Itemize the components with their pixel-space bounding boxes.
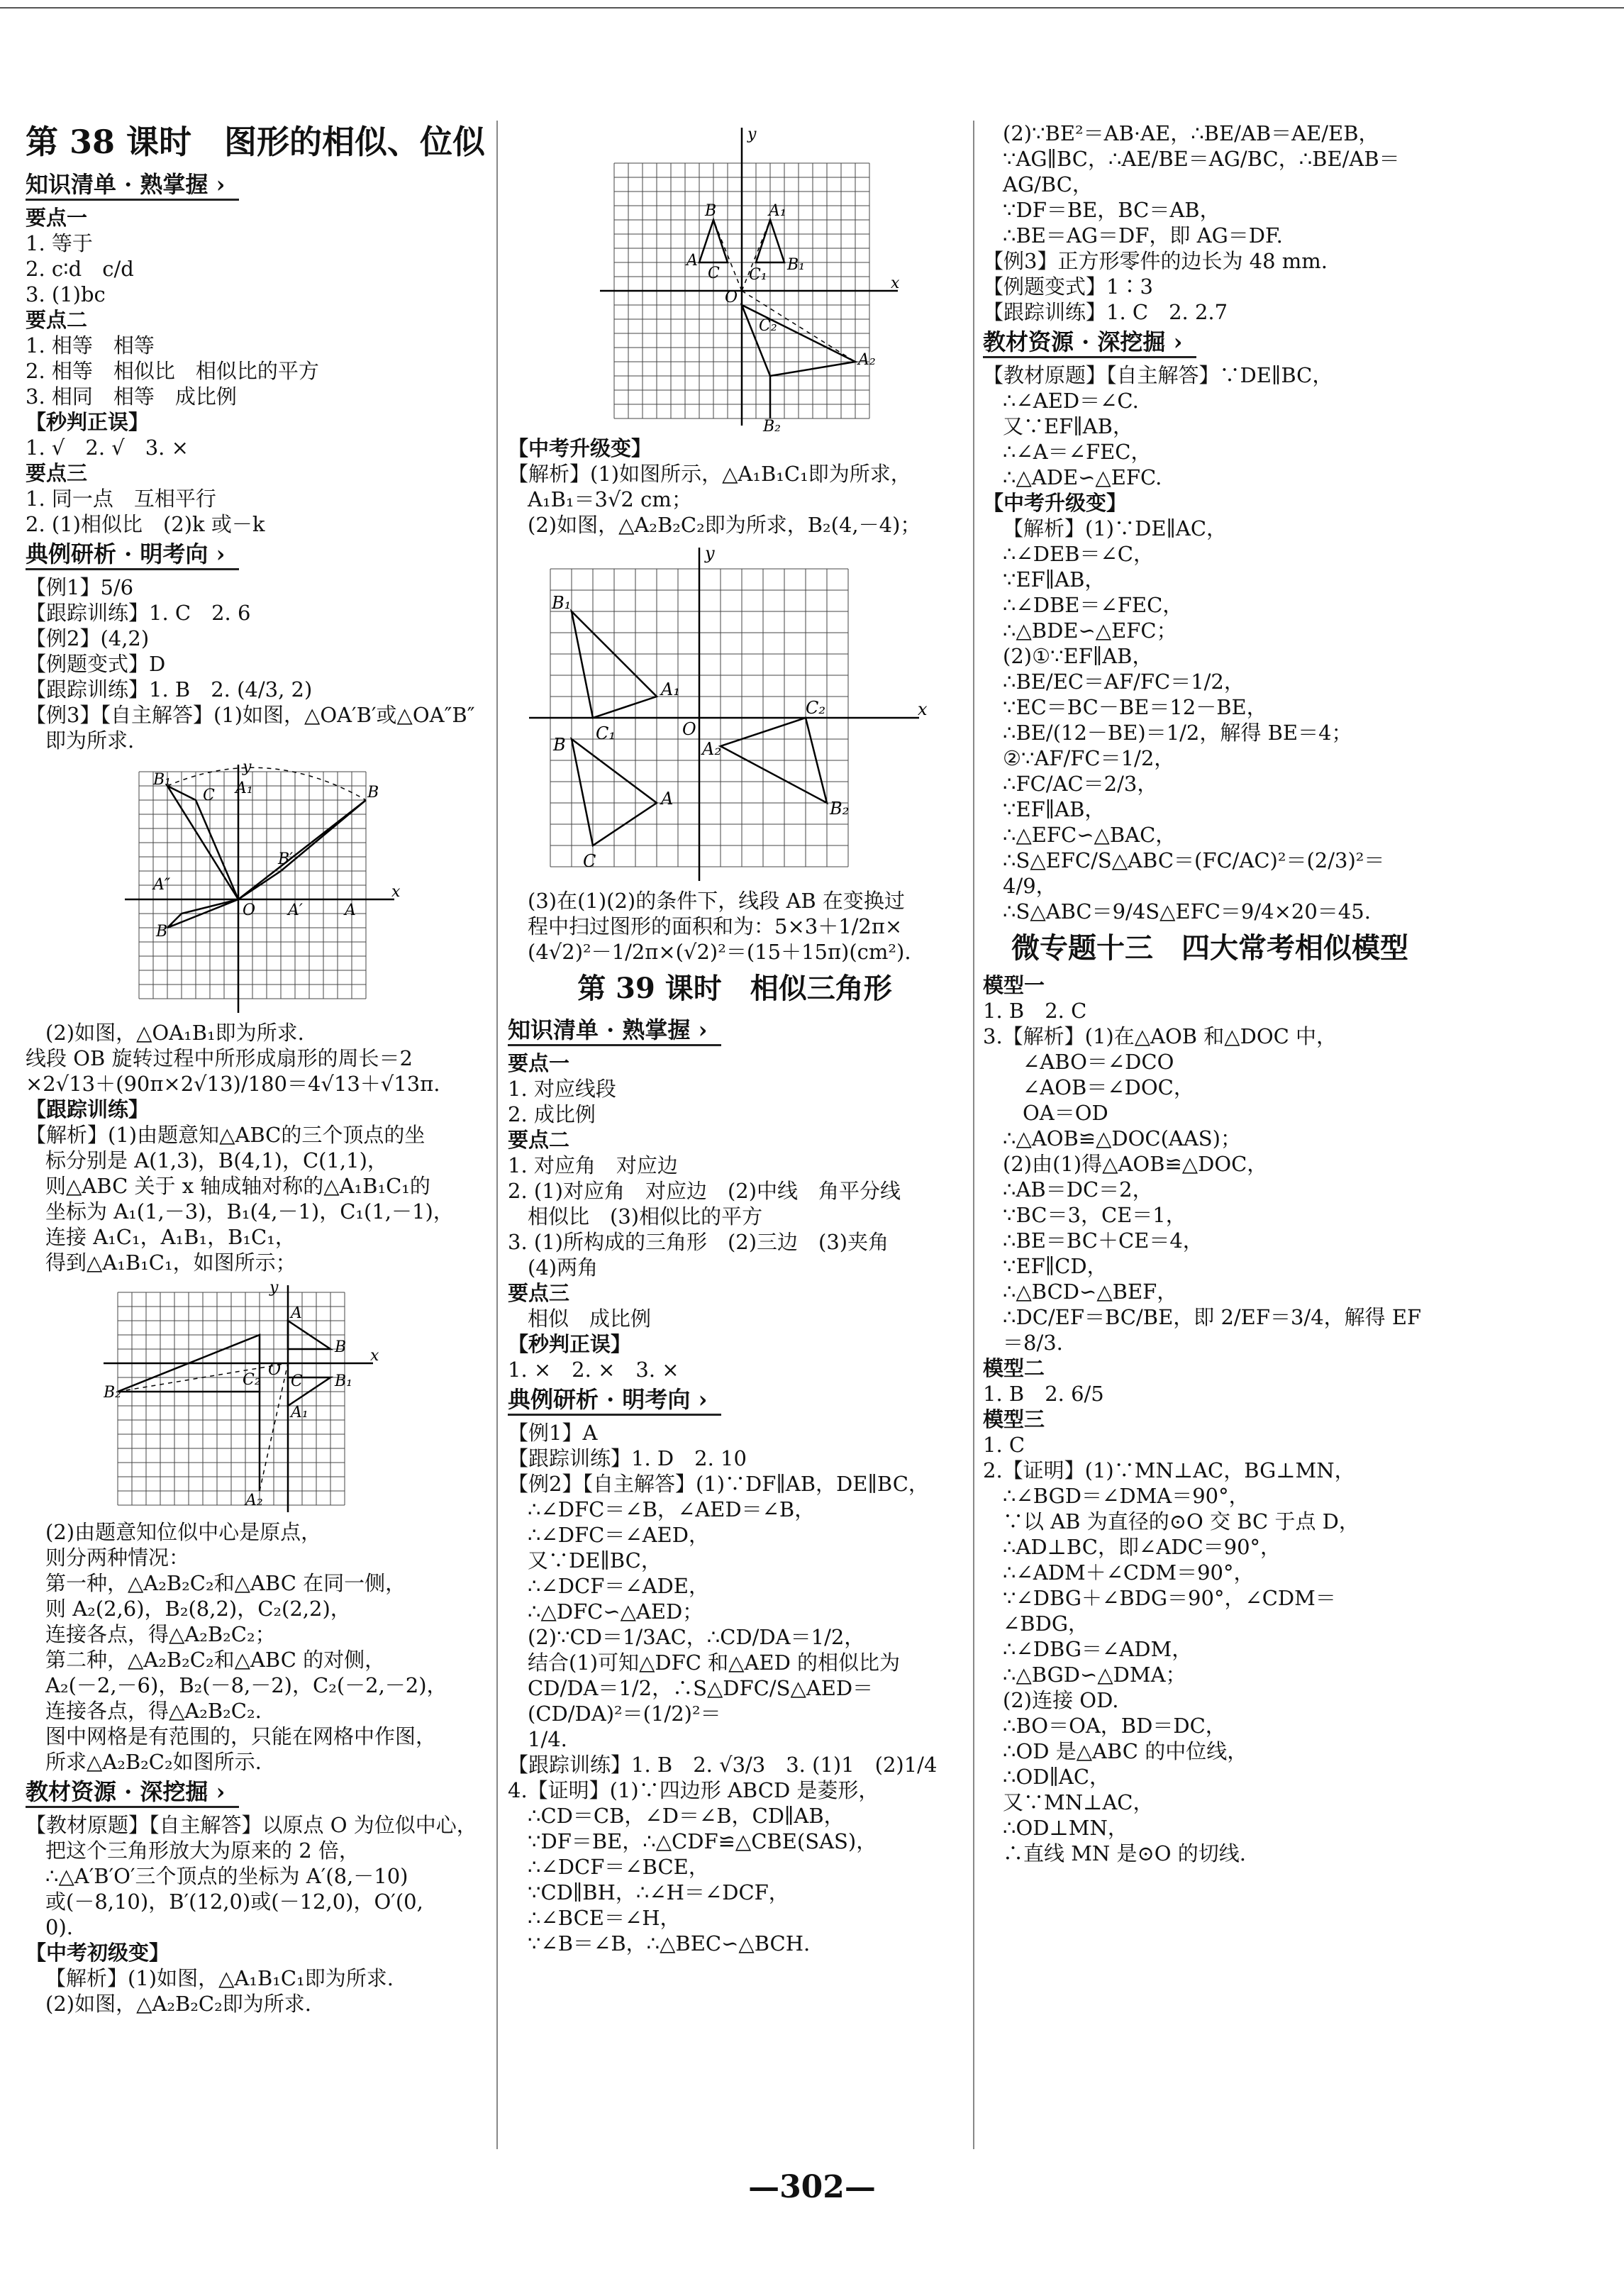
text-line: ∴△A′B′O′三个顶点的坐标为 A′(8,－10) <box>45 1864 408 1888</box>
text-line: ∴△EFC∽△BAC， <box>1003 823 1177 847</box>
text-line: 连接 A₁C₁，A₁B₁，B₁C₁， <box>45 1225 296 1249</box>
svg-text:x: x <box>891 274 900 292</box>
text-line: 1. √ 2. √ 3. × <box>26 436 189 460</box>
text-line: ∴∠DBG＝∠ADM， <box>1003 1637 1193 1661</box>
svg-text:B₂: B₂ <box>763 418 781 433</box>
text-line: (2)由(1)得△AOB≌△DOC， <box>1003 1152 1268 1176</box>
lesson-39-title: 第 39 课时 相似三角形 <box>577 972 892 1005</box>
text-line: ∵DF＝BE，BC＝AB， <box>1003 198 1220 222</box>
text-line: ∴BE＝AG＝DF，即 AG＝DF. <box>1003 223 1283 248</box>
text-block <box>508 1420 962 1956</box>
svg-text:B: B <box>335 1338 347 1356</box>
column-middle <box>508 121 962 1956</box>
text-line: 坐标为 A₁(1,－3)，B₁(4,－1)，C₁(1,－1)， <box>45 1199 454 1224</box>
svg-text:C: C <box>708 265 720 282</box>
grid-figure-example3 <box>111 758 408 1020</box>
text-line: 2. 成比例 <box>508 1102 596 1126</box>
text-line: ∴直线 MN 是⊙O 的切线. <box>1003 1841 1247 1865</box>
svg-text:B₁: B₁ <box>153 771 171 789</box>
svg-text:O: O <box>725 289 738 306</box>
svg-text:A₂: A₂ <box>702 739 721 759</box>
svg-text:B₁: B₁ <box>552 593 572 613</box>
text-line: 【跟踪训练】1. C 2. 2.7 <box>983 300 1228 324</box>
text-line: ∴△AOB≌△DOC(AAS)； <box>1003 1126 1241 1150</box>
text-line: ∴△BCD∽△BEF， <box>1003 1280 1178 1304</box>
section-textbook-39: 教材资源 · 深挖掘 › <box>983 328 1196 358</box>
text-line: 【例1】A <box>508 1421 598 1445</box>
svg-text:C₁: C₁ <box>596 723 616 743</box>
text-line: ∴AB＝DC＝2， <box>1003 1177 1153 1202</box>
svg-text:O: O <box>268 1361 282 1379</box>
text-line: 1. 等于 <box>26 231 93 255</box>
text-line: 【例3】【自主解答】(1)如图，△OA′B′或△OA″B″ <box>26 703 475 727</box>
text-line: 要点二 <box>26 308 88 332</box>
text-line: 1/4. <box>528 1727 567 1751</box>
text-line: (2)∵BE²＝AB·AE，∴BE/AB＝AE/EB， <box>1003 121 1379 145</box>
text-block <box>26 575 494 753</box>
text-line: (2)①∵EF∥AB， <box>1003 644 1153 668</box>
text-line: 3. 相同 相等 成比例 <box>26 384 237 409</box>
text-line: ∴FC/AC＝2/3， <box>1003 772 1158 796</box>
svg-text:A₂: A₂ <box>245 1492 263 1509</box>
svg-text:A₁: A₁ <box>291 1404 308 1421</box>
text-line: ∴BE＝BC＋CE＝4， <box>1003 1228 1203 1253</box>
svg-text:C₂: C₂ <box>243 1371 261 1389</box>
svg-text:x: x <box>370 1347 379 1365</box>
text-line: OA＝OD <box>1023 1101 1108 1125</box>
section-knowledge: 知识清单 · 熟掌握 › <box>26 170 239 201</box>
text-line: 2. (1)对应角 对应边 (2)中线 角平分线 <box>508 1179 901 1203</box>
text-line: ∵CD∥BH，∴∠H＝∠DCF， <box>528 1880 789 1904</box>
text-line: 【秒判正误】 <box>508 1332 632 1356</box>
text-line: 又∵EF∥AB， <box>1003 414 1133 438</box>
text-line: ∴∠DBE＝∠FEC， <box>1003 593 1184 617</box>
text-line: 1. 对应线段 <box>508 1077 616 1101</box>
svg-text:A₁: A₁ <box>661 680 680 699</box>
text-line: ∴S△ABC＝9/4S△EFC＝9/4×20＝45. <box>1003 899 1371 924</box>
text-line: 【跟踪训练】1. B 2. (4/3, 2) <box>26 677 313 701</box>
text-line: 【解析】(1)∵DE∥AC， <box>1003 516 1228 540</box>
text-line: ∴△BDE∽△EFC； <box>1003 619 1177 643</box>
svg-text:A₂: A₂ <box>858 351 876 369</box>
text-line: ∴∠DCF＝∠BCE， <box>528 1855 709 1879</box>
text-line: ∵EF∥CD， <box>1003 1254 1108 1278</box>
text-line: 【跟踪训练】1. C 2. 6 <box>26 601 251 625</box>
svg-text:C₂: C₂ <box>806 698 825 718</box>
text-line: 模型二 <box>983 1356 1045 1380</box>
text-line: A₂(－2,－6)，B₂(－8,－2)，C₂(－2,－2)， <box>45 1673 447 1697</box>
text-line: 【例2】(4,2) <box>26 626 150 650</box>
text-line: ∠ABO＝∠DCO <box>1023 1050 1174 1074</box>
svg-text:B₂: B₂ <box>104 1384 121 1402</box>
svg-text:y: y <box>269 1279 279 1297</box>
section-textbook: 教材资源 · 深挖掘 › <box>26 1777 239 1808</box>
text-line: (2)如图，△OA₁B₁即为所求. <box>45 1021 304 1045</box>
text-line: 线段 OB 旋转过程中所形成扇形的周长＝2 <box>26 1046 413 1070</box>
svg-text:B: B <box>367 784 379 802</box>
text-line: 第二种，△A₂B₂C₂和△ABC 的对侧， <box>45 1648 386 1672</box>
svg-text:y: y <box>747 126 757 143</box>
text-line: ∠BDG， <box>1003 1612 1089 1636</box>
text-line: ∴∠DEB＝∠C， <box>1003 542 1154 566</box>
text-line: 3. (1)所构成的三角形 (2)三边 (3)夹角 <box>508 1230 889 1254</box>
text-line: ∴∠AED＝∠C. <box>1003 389 1139 413</box>
svg-text:C₂: C₂ <box>759 317 777 335</box>
text-line: 【跟踪训练】1. D 2. 10 <box>508 1446 747 1470</box>
section-examples: 典例研析 · 明考向 › <box>26 540 239 570</box>
text-line: ∴△ADE∽△EFC. <box>1003 465 1162 489</box>
text-line: 要点二 <box>508 1128 570 1152</box>
text-line: ∵DF＝BE，∴△CDF≌△CBE(SAS)， <box>528 1829 877 1853</box>
text-line: 【中考升级变】 <box>983 491 1128 515</box>
svg-text:A: A <box>345 902 356 919</box>
text-line: 【秒判正误】 <box>26 410 150 434</box>
text-line: 结合(1)可知△DFC 和△AED 的相似比为 <box>528 1651 901 1675</box>
text-line: 1. 对应角 对应边 <box>508 1153 678 1177</box>
text-line: ∵EF∥AB， <box>1003 797 1106 821</box>
text-line: 则分两种情况： <box>45 1546 190 1570</box>
column-divider <box>973 121 974 2149</box>
text-line: 【例题变式】1∶3 <box>983 274 1153 299</box>
svg-text:C: C <box>291 1372 303 1390</box>
text-line: ∵EC＝BC－BE＝12－BE， <box>1003 695 1267 719</box>
text-line: 1. B 2. 6/5 <box>983 1382 1104 1406</box>
text-line: (2)连接 OD. <box>1003 1688 1119 1712</box>
text-line: 【跟踪训练】 <box>26 1097 150 1121</box>
svg-text:y: y <box>243 758 252 776</box>
text-line: ∵∠DBG＋∠BDG＝90°，∠CDM＝ <box>1003 1586 1336 1610</box>
text-line: ∴∠BGD＝∠DMA＝90°， <box>1003 1484 1250 1508</box>
svg-text:O: O <box>682 719 696 739</box>
svg-text:A: A <box>686 252 698 270</box>
text-line: ∴BE/EC＝AF/FC＝1/2， <box>1003 670 1245 694</box>
text-line: (2)如图，△A₂B₂C₂即为所求. <box>45 1992 311 2016</box>
text-line: 0). <box>45 1915 73 1939</box>
text-block <box>508 1050 962 1382</box>
text-line: 2. c∶d c/d <box>26 257 134 281</box>
text-line: 2. 相等 相似比 相似比的平方 <box>26 359 319 383</box>
text-line: 3. (1)bc <box>26 282 106 306</box>
text-line: 要点一 <box>26 206 88 230</box>
text-line: (4)两角 <box>528 1255 599 1280</box>
text-line: 1. × 2. × 3. × <box>508 1358 679 1382</box>
text-line: 相似比 (3)相似比的平方 <box>528 1204 763 1228</box>
text-block <box>983 362 1437 924</box>
text-line: 1. 相等 相等 <box>26 333 155 357</box>
text-line: 【例3】正方形零件的边长为 48 mm. <box>983 249 1328 273</box>
text-line: 【解析】(1)如图，△A₁B₁C₁即为所求. <box>45 1966 394 1990</box>
lesson-38-title: 第 38 课时 图形的相似、位似 <box>26 123 486 161</box>
text-line: 要点一 <box>508 1051 570 1075</box>
text-line: 图中网格是有范围的，只能在网格中作图， <box>45 1724 437 1748</box>
text-line: ∠AOB＝∠DOC， <box>1023 1075 1194 1099</box>
text-line: ∴OD⊥MN， <box>1003 1816 1128 1840</box>
text-line: 则 A₂(2,6)，B₂(8,2)，C₂(2,2)， <box>45 1597 351 1621</box>
text-line: ∴CD＝CB，∠D＝∠B，CD∥AB， <box>528 1804 845 1828</box>
svg-text:O: O <box>243 902 256 919</box>
text-block <box>983 121 1437 325</box>
svg-text:A₁: A₁ <box>235 780 253 797</box>
svg-text:A′: A′ <box>288 902 303 919</box>
text-line: ∴BE/(12－BE)＝1/2，解得 BE＝4； <box>1003 721 1352 745</box>
column-divider <box>496 121 498 2149</box>
text-line: ∴∠ADM＋∠CDM＝90°， <box>1003 1560 1255 1585</box>
text-line: 连接各点，得△A₂B₂C₂； <box>45 1622 276 1646</box>
text-line: (2)∵CD＝1/3AC，∴CD/DA＝1/2， <box>528 1625 865 1649</box>
text-line: (2)如图，△A₂B₂C₂即为所求，B₂(4,－4)； <box>528 513 921 537</box>
svg-text:A: A <box>291 1304 302 1322</box>
text-line: A₁B₁＝3√2 cm； <box>528 487 692 511</box>
svg-text:x: x <box>391 883 401 901</box>
text-line: 或(－8,10)，B′(12,0)或(－12,0)，O′(0, <box>45 1890 423 1914</box>
text-line: ∴OD 是△ABC 的中位线， <box>1003 1739 1248 1763</box>
text-line: 【教材原题】【自主解答】∵DE∥BC， <box>983 363 1333 387</box>
top-border <box>0 7 1624 9</box>
text-line: 1. B 2. C <box>983 999 1087 1023</box>
section-knowledge-39: 知识清单 · 熟掌握 › <box>508 1016 721 1046</box>
text-block <box>26 1519 494 1775</box>
text-line: 【例1】5/6 <box>26 575 134 599</box>
text-line: 3.【解析】(1)在△AOB 和△DOC 中， <box>983 1024 1337 1048</box>
page-number: —302— <box>748 2169 876 2205</box>
text-line: ∴∠DFC＝∠AED， <box>528 1523 709 1547</box>
text-line: ∴DC/EF＝BC/BE，即 2/EF＝3/4，解得 EF＝8/3. <box>1003 1305 1422 1355</box>
text-block <box>26 205 494 537</box>
grid-figure-advanced <box>522 540 933 888</box>
grid-figure-beginner <box>586 121 912 433</box>
text-line: 2. (1)相似比 (2)k 或－k <box>26 512 265 536</box>
text-line: CD/DA＝1/2，∴S△DFC/S△AED＝(CD/DA)²＝(1/2)²＝ <box>528 1676 874 1726</box>
text-line: ∴S△EFC/S△ABC＝(FC/AC)²＝(2/3)²＝4/9， <box>1003 848 1385 898</box>
svg-text:y: y <box>705 543 715 563</box>
text-line: 标分别是 A(1,3)，B(4,1)，C(1,1)， <box>45 1148 388 1172</box>
text-line: ∵AG∥BC，∴AE/BE＝AG/BC，∴BE/AB＝AG/BC， <box>1003 147 1400 196</box>
text-line: (3)在(1)(2)的条件下，线段 AB 在变换过 <box>528 889 905 913</box>
text-line: 【例2】【自主解答】(1)∵DF∥AB，DE∥BC， <box>508 1472 929 1496</box>
text-line: ×2√13＋(90π×2√13)/180＝4√13＋√13π. <box>26 1072 440 1096</box>
text-block <box>983 972 1437 1866</box>
text-line: 要点三 <box>508 1281 570 1305</box>
text-line: ∴AD⊥BC，即∠ADC＝90°， <box>1003 1535 1281 1559</box>
text-line: ∴BO＝OA，BD＝DC， <box>1003 1714 1226 1738</box>
svg-text:B₁: B₁ <box>335 1372 352 1390</box>
svg-text:B′: B′ <box>278 850 294 868</box>
text-line: ②∵AF/FC＝1/2， <box>1003 746 1175 770</box>
text-line: 得到△A₁B₁C₁，如图所示； <box>45 1250 296 1275</box>
text-line: 模型三 <box>983 1407 1045 1431</box>
text-line: 【教材原题】【自主解答】以原点 O 为位似中心， <box>26 1813 477 1837</box>
text-line: 相似 成比例 <box>528 1307 652 1331</box>
text-line: 【跟踪训练】1. B 2. √3/3 3. (1)1 (2)1/4 <box>508 1753 938 1777</box>
text-line: ∵EF∥AB， <box>1003 567 1106 592</box>
column-left <box>26 121 494 2017</box>
text-line: ∴OD∥AC， <box>1003 1765 1111 1789</box>
text-line: 即为所求. <box>45 728 135 753</box>
text-block <box>26 1020 494 1275</box>
text-line: 把这个三角形放大为原来的 2 倍， <box>45 1838 360 1863</box>
text-line: ∴△BGD∽△DMA； <box>1003 1663 1186 1687</box>
text-line: 【中考升级变】 <box>508 436 652 460</box>
text-line: 第一种，△A₂B₂C₂和△ABC 在同一侧， <box>45 1571 406 1595</box>
text-line: 又∵MN⊥AC， <box>1003 1790 1154 1814</box>
svg-text:B₁: B₁ <box>787 256 805 274</box>
svg-text:B: B <box>553 735 566 755</box>
section-examples-39: 典例研析 · 明考向 › <box>508 1385 721 1416</box>
column-right <box>983 121 1437 1866</box>
text-line: 所求△A₂B₂C₂如图所示. <box>45 1750 262 1774</box>
text-line: (2)由题意知位似中心是原点， <box>45 1520 322 1544</box>
text-line: 又∵DE∥BC， <box>528 1548 662 1573</box>
text-line: ∵∠B＝∠B，∴△BEC∽△BCH. <box>528 1931 811 1956</box>
text-line: 模型一 <box>983 973 1045 997</box>
text-line: 程中扫过图形的面积和为：5×3＋1/2π× <box>528 914 903 938</box>
text-line: 则△ABC 关于 x 轴成轴对称的△A₁B₁C₁的 <box>45 1174 430 1198</box>
text-block <box>26 1812 494 2017</box>
svg-text:A₁: A₁ <box>769 202 786 220</box>
text-line: 4.【证明】(1)∵四边形 ABCD 是菱形， <box>508 1778 879 1802</box>
grid-figure-tracking <box>104 1278 387 1519</box>
text-block <box>508 888 962 965</box>
text-line: ∵以 AB 为直径的⊙O 交 BC 于点 D， <box>1003 1509 1359 1533</box>
svg-text:B₂: B₂ <box>830 799 850 819</box>
text-line: 【例题变式】D <box>26 652 166 676</box>
text-line: ∴∠DCF＝∠ADE， <box>528 1574 709 1598</box>
text-line: ∴∠BCE＝∠H， <box>528 1906 681 1930</box>
text-line: 【中考初级变】 <box>26 1941 170 1965</box>
svg-text:C: C <box>203 787 215 804</box>
text-line: ∴∠DFC＝∠B，∠AED＝∠B， <box>528 1497 816 1521</box>
text-line: ∵BC＝3，CE＝1， <box>1003 1203 1186 1227</box>
svg-text:B″: B″ <box>156 923 174 941</box>
text-line: 1. 同一点 互相平行 <box>26 487 216 511</box>
svg-text:A: A <box>661 789 674 809</box>
text-line: (4√2)²－1/2π×(√2)²＝(15＋15π)(cm²). <box>528 940 911 964</box>
svg-text:C₁: C₁ <box>749 266 767 284</box>
svg-text:A″: A″ <box>153 876 171 894</box>
svg-text:x: x <box>918 699 928 719</box>
text-line: ∴∠A＝∠FEC， <box>1003 440 1152 464</box>
text-line: 要点三 <box>26 461 88 485</box>
svg-text:C: C <box>583 851 596 871</box>
text-line: 【解析】(1)由题意知△ABC的三个顶点的坐 <box>26 1123 426 1147</box>
text-line: ∴△DFC∽△AED； <box>528 1599 703 1624</box>
text-block <box>508 436 962 538</box>
svg-text:B: B <box>705 202 717 220</box>
text-line: 连接各点，得△A₂B₂C₂. <box>45 1699 262 1723</box>
text-line: 【解析】(1)如图所示，△A₁B₁C₁即为所求， <box>508 462 911 486</box>
text-line: 2.【证明】(1)∵MN⊥AC，BG⊥MN， <box>983 1458 1355 1482</box>
text-line: 1. C <box>983 1433 1025 1457</box>
special-topic-title: 微专题十三 四大常考相似模型 <box>1011 931 1408 965</box>
